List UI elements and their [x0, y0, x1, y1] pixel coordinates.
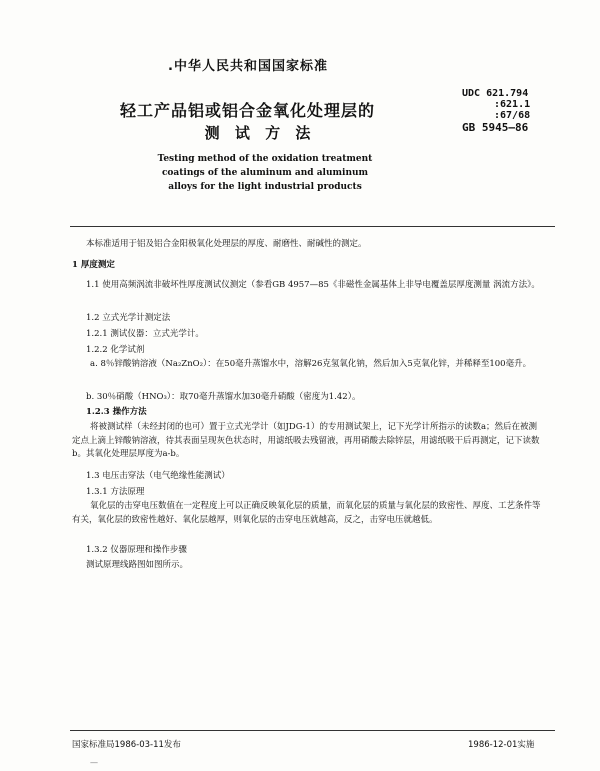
issuing-body-header: .中华人民共和国国家标准	[168, 59, 328, 74]
section-1-3-heading: 1.3 电压击穿法（电气绝缘性能测试）	[86, 471, 230, 481]
section-1-2-1: 1.2.1 测试仪器：立式光学计。	[86, 329, 204, 339]
title-line-2: 测 试 方 法	[204, 124, 316, 142]
section-1-3-2-heading: 1.3.2 仪器原理和操作步骤	[86, 545, 187, 555]
english-title-line-3: alloys for the light industrial products	[168, 182, 362, 192]
section-1-1: 1.1 使用高频涡流非破坏性厚度测试仪测定（参看GB 4957—85《非磁性金属基体上非导电覆盖层厚度测量 涡流方法》。	[86, 280, 540, 290]
section-1-3-2-text: 测试原理线路图如图所示。	[86, 560, 189, 570]
section-1-2-heading: 1.2 立式光学计测定法	[86, 313, 171, 323]
english-title-line-2: coatings of the aluminum and aluminum	[161, 168, 369, 178]
section-1-3-1-text: 氧化层的击穿电压数值在一定程度上可以正确反映氧化层的质量，而氧化层的质量与氧化层的致密性、厚度、工艺条件等有关，氧化层的致密性越好、氧化层越厚，则氧化层的击穿电压就越高，反之，击穿电压就越低。	[72, 501, 541, 525]
issue-date: 国家标准局1986-03-11发布	[72, 740, 181, 750]
section-1-2-2-heading: 1.2.2 化学试剂	[86, 345, 145, 355]
udc-code: UDC 621.794	[462, 88, 529, 99]
intro-paragraph: 本标准适用于铝及铝合金阳极氧化处理层的厚度、耐磨性、耐碱性的测定。	[86, 239, 367, 249]
udc-code-sub-2: :67/68	[494, 110, 531, 121]
footer-divider	[70, 730, 555, 731]
gb-standard-number: GB 5945—86	[462, 121, 529, 134]
section-1-3-1-heading: 1.3.1 方法原理	[86, 487, 145, 497]
english-title	[120, 152, 410, 194]
section-1-heading: 1 厚度测定	[72, 260, 115, 270]
page-mark: —	[90, 758, 98, 767]
reagent-a: a. 8％锌酸钠溶液（Na₂ZnO₂）：在50毫升蒸馏水中，溶解26克氢氧化钠，然后加入5克氧化锌，并稀释至100毫升。	[90, 359, 532, 369]
effective-date: 1986-12-01实施	[468, 740, 535, 750]
title-line-1: 轻工产品铝或铝合金氧化处理层的	[120, 101, 376, 120]
english-title-line-1: Testing method of the oxidation treatment	[157, 154, 373, 164]
udc-code-sub-1: :621.1	[494, 99, 531, 110]
section-1-2-3-heading: 1.2.3 操作方法	[86, 407, 147, 417]
reagent-b: b. 30％硝酸（HNO₃）：取70毫升蒸馏水加30毫升硝酸（密度为1.42）。	[86, 392, 361, 402]
section-1-2-3-text: 将被测试样（未经封闭的也可）置于立式光学计（如JDG-1）的专用测试架上，记下光学计所指示的读数a；然后在被测定点上滴上锌酸钠溶液，待其表面呈现灰色状态时，用滤纸吸去残留液，再用硝酸去除锌层，用滤纸吸干后再测定，记下读数b。其氧化处理层厚度为a-b。	[72, 422, 540, 459]
header-divider	[70, 226, 555, 227]
